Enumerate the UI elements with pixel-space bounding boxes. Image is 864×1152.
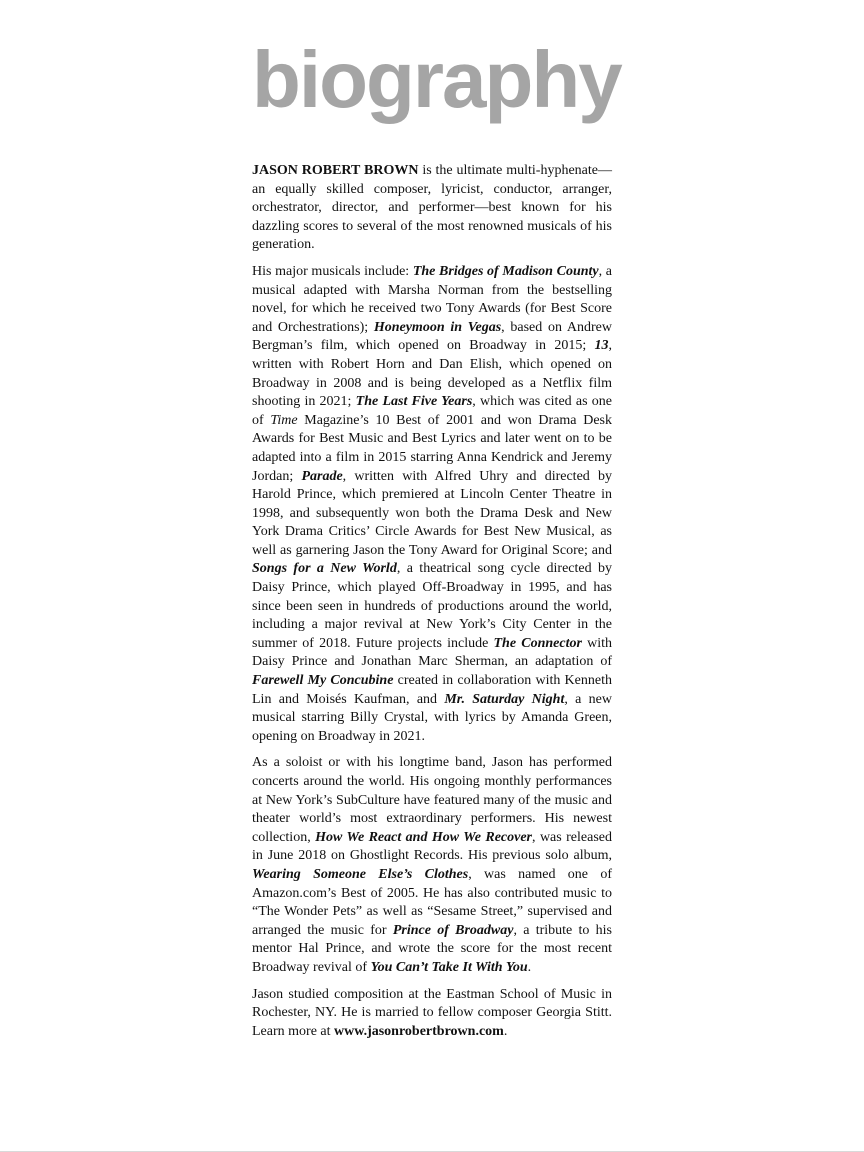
text-segment: The Bridges of Madison County (412, 263, 599, 279)
paragraph (252, 754, 612, 977)
text-segment: Magazine’s 10 Best of 2001 and won Drama Desk Awards for Best Music and Best Lyrics and later went on to be adapted into a film in 2015 starring Anna Kendrick and Jeremy Jordan; (252, 412, 612, 484)
text-segment: JASON ROBERT BROWN (252, 163, 419, 178)
text-segment: , written with Robert Horn and Dan Elish, which opened on Broadway in 2008 and is being developed as a Netflix film shooting in 2021; (252, 338, 612, 410)
text-segment: How We React and How We Recover (315, 829, 533, 845)
text-segment: created in collaboration with Kenneth Lin and Moisés Kaufman, and (252, 673, 612, 707)
text-segment: is the ultimate multi-hyphenate—an equally skilled composer, lyricist, conductor, arranger, orchestrator, director, and performer—best known for his dazzling scores to several of the most renowned musicals of his generation. (252, 163, 612, 253)
text-segment: The Last Five Years (355, 394, 473, 410)
page-title: biography (252, 35, 621, 124)
text-segment: Songs for a New World (252, 561, 397, 577)
text-segment: , a musical adapted with Marsha Norman from the bestselling novel, for which he received two Tony Awards (for Best Score and Orchestrations); (252, 263, 612, 335)
text-segment: Mr. Saturday Night (444, 691, 565, 707)
text-segment: Farewell My Concubine (252, 673, 394, 689)
biography-text (252, 162, 612, 1041)
text-segment: , was released in June 2018 on Ghostlight Records. His previous solo album, (252, 829, 613, 864)
text-segment: 13 (594, 338, 609, 354)
paragraph (252, 263, 612, 746)
text-segment: Parade (301, 468, 343, 484)
text-segment: Prince of Broadway (392, 922, 514, 938)
website-url: www.jasonrobertbrown.com (334, 1023, 504, 1039)
text-column (252, 35, 621, 1049)
text-segment: , a new musical starring Billy Crystal, with lyrics by Amanda Green, opening on Broadway in 2021. (252, 691, 612, 744)
text-segment: Wearing Someone Else’s Clothes (252, 866, 469, 882)
text-segment: . (503, 1023, 508, 1039)
text-segment: As a soloist or with his longtime band, Jason has performed concerts around the world. His ongoing monthly performances at New York’s SubCulture have featured many of the music and theater world’s most extraordinary performers. His newest collection, (252, 755, 612, 845)
text-segment: You Can’t Take It With You (370, 959, 528, 975)
text-segment: . (527, 959, 532, 975)
text-segment: , which was cited as one of (252, 394, 612, 428)
text-segment: , based on Andrew Bergman’s film, which opened on Broadway in 2015; (252, 319, 612, 354)
text-segment: , a theatrical song cycle directed by Daisy Prince, which played Off-Broadway in 1995, and has since been seen in hundreds of productions around the world, including a major revival at New York’s City Center in the summer of 2018. Future projects include (252, 561, 612, 651)
paragraph (252, 986, 612, 1042)
text-segment: His major musicals include: (252, 263, 413, 279)
text-segment: Honeymoon in Vegas (373, 319, 502, 335)
text-segment: The Connector (493, 635, 582, 651)
paragraph (252, 162, 612, 255)
text-segment: , was named one of Amazon.com’s Best of 2005. He has also contributed music to “The Wonder Pets” as well as “Sesame Street,” supervised and arranged the music for (252, 866, 613, 938)
text-segment: with Daisy Prince and Jonathan Marc Sherman, an adaptation of (252, 635, 613, 670)
text-segment: Jason studied composition at the Eastman School of Music in Rochester, NY. He is married to fellow composer Georgia Stitt. Learn more at (252, 986, 612, 1039)
text-segment: , a tribute to his mentor Hal Prince, and wrote the score for the most recent Broadway revival of (252, 922, 612, 975)
text-segment: , written with Alfred Uhry and directed by Harold Prince, which premiered at Lincoln Center Theatre in 1998, and subsequently won both the Drama Desk and New York Drama Critics’ Circle Awards for Best New Musical, as well as garnering Jason the Tony Award for Original Score; and (252, 468, 612, 558)
text-segment: Time (270, 412, 298, 428)
